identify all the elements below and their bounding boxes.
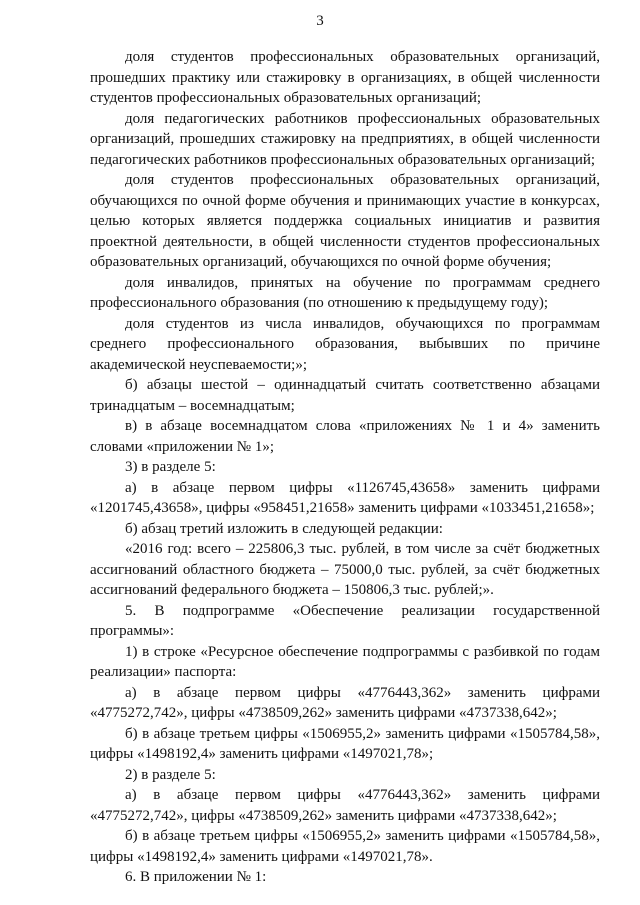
paragraph: доля студентов профессиональных образовательных организаций, прошедших практику или стажировку в организациях, в общей численности студентов профессиональных образовательных организаций; bbox=[90, 49, 600, 106]
paragraph: 6. В приложении № 1: bbox=[125, 869, 267, 885]
paragraph: 1) в строке «Ресурсное обеспечение подпрограммы с разбивкой по годам реализации» паспорта: bbox=[90, 643, 600, 680]
paragraph: б) абзац третий изложить в следующей редакции: bbox=[125, 520, 443, 537]
paragraph: а) в абзаце первом цифры «4776443,362» заменить цифрами «4775272,742», цифры «4738509,262» заменить цифрами «4737338,642»; bbox=[90, 684, 600, 721]
paragraph: в) в абзаце восемнадцатом слова «приложениях № 1 и 4» заменить словами «приложении № 1»; bbox=[90, 418, 600, 455]
paragraph: 3) в разделе 5: bbox=[125, 459, 216, 475]
paragraph: б) абзацы шестой – одиннадцатый считать соответственно абзацами тринадцатым – восемнадцатым; bbox=[90, 377, 600, 414]
paragraph: 2) в разделе 5: bbox=[125, 766, 216, 783]
paragraph: доля инвалидов, принятых на обучение по программам среднего профессионального образования (по отношению к предыдущему году); bbox=[90, 274, 600, 311]
paragraph: доля студентов из числа инвалидов, обучающихся по программам среднего профессионального образования, выбывших по причине академической неуспеваемости;»; bbox=[90, 315, 600, 373]
paragraph: а) в абзаце первом цифры «1126745,43658» заменить цифрами «1201745,43658», цифры «958451,21658» заменить цифрами «1033451,21658»; bbox=[90, 479, 600, 516]
paragraph: доля педагогических работников профессиональных образовательных организаций, прошедших стажировку на предприятиях, в общей численности педагогических работников профессиональных образовательных организаций; bbox=[90, 110, 600, 168]
paragraph: «2016 год: всего – 225806,3 тыс. рублей, в том числе за счёт бюджетных ассигнований областного бюджета – 75000,0 тыс. рублей, за счёт бюджетных ассигнований федерального бюджета – 150806,3 тыс. рублей;». bbox=[90, 541, 600, 598]
paragraph: 5. В подпрограмме «Обеспечение реализации государственной программы»: bbox=[90, 602, 600, 639]
paragraph: б) в абзаце третьем цифры «1506955,2» заменить цифрами «1505784,58», цифры «1498192,4» заменить цифрами «1497021,78». bbox=[90, 828, 600, 865]
page-number: 3 bbox=[316, 13, 324, 29]
document-body bbox=[90, 47, 600, 888]
paragraph: доля студентов профессиональных образовательных организаций, обучающихся по очной форме обучения и принимающих участие в конкурсах, целью которых является поддержка социальных инициатив и развития проектной деятельности, в общей численности студентов профессиональных образовательных организаций, обучающихся по очной форме обучения; bbox=[90, 172, 600, 270]
paragraph: а) в абзаце первом цифры «4776443,362» заменить цифрами «4775272,742», цифры «4738509,262» заменить цифрами «4737338,642»; bbox=[90, 787, 600, 824]
paragraph: б) в абзаце третьем цифры «1506955,2» заменить цифрами «1505784,58», цифры «1498192,4» заменить цифрами «1497021,78»; bbox=[90, 725, 600, 762]
